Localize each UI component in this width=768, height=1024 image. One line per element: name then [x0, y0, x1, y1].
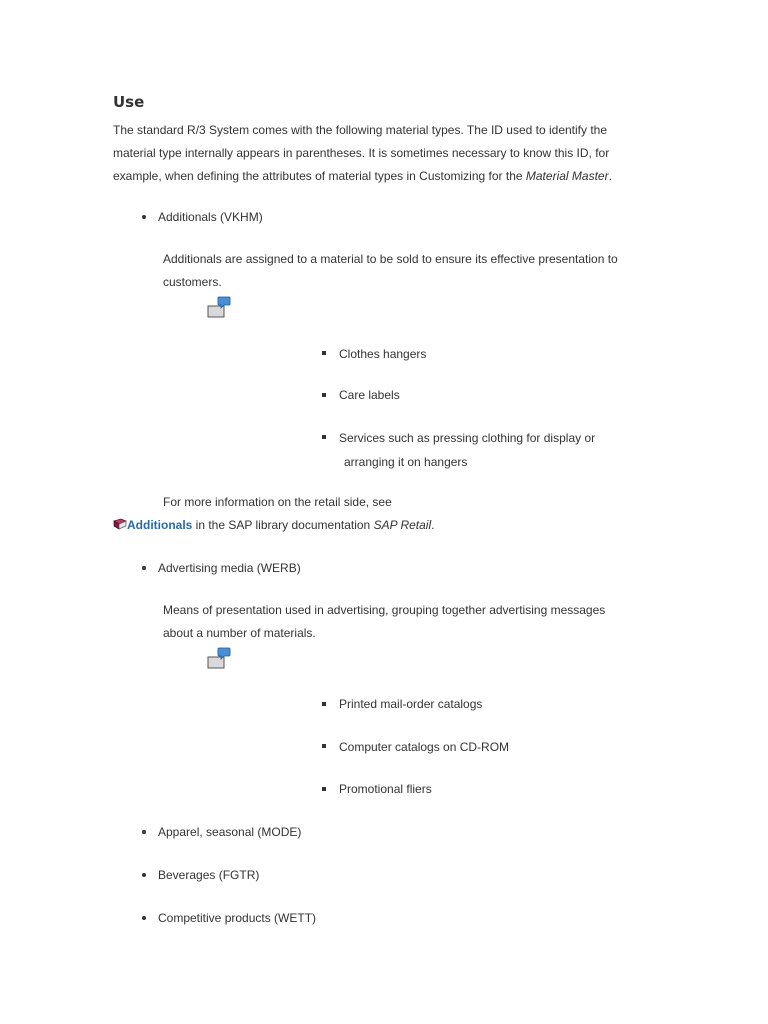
bullet-dot	[142, 830, 146, 834]
additionals-link-line	[113, 518, 435, 532]
material-master-term: Material Master	[525, 169, 609, 183]
bullet-square	[322, 435, 326, 439]
link-end: .	[431, 518, 435, 532]
bullet-dot	[142, 873, 146, 877]
material-type-competitive-products: Competitive products (WETT)	[158, 911, 317, 925]
bullet-dot	[142, 215, 146, 219]
additionals-desc-line-1: Additionals are assigned to a material to be sold to ensure its effective presentation to	[163, 252, 618, 266]
material-type-advertising-media: Advertising media (WERB)	[158, 561, 301, 575]
intro-line-2: material type internally appears in parentheses. It is sometimes necessary to know this ID, for	[113, 146, 610, 160]
bullet-dot	[142, 916, 146, 920]
book-icon	[113, 518, 127, 530]
example-clothes-hangers: Clothes hangers	[339, 347, 427, 361]
page-heading: Use	[113, 93, 145, 111]
material-type-beverages: Beverages (FGTR)	[158, 868, 260, 882]
example-care-labels: Care labels	[339, 388, 400, 402]
intro-line-3	[113, 165, 612, 188]
additionals-link[interactable]: Additionals	[127, 518, 193, 532]
example-cdrom-catalogs: Computer catalogs on CD-ROM	[339, 740, 510, 754]
bullet-square	[322, 393, 326, 397]
link-suffix: in the SAP library documentation	[192, 518, 374, 532]
advertising-desc-line-2: about a number of materials.	[163, 626, 316, 640]
more-info-text: For more information on the retail side, see	[163, 495, 392, 509]
additionals-desc-line-2: customers.	[163, 275, 222, 289]
example-icon	[207, 646, 231, 670]
example-services-cont: arranging it on hangers	[344, 455, 468, 469]
advertising-desc-line-1: Means of presentation used in advertising, grouping together advertising messages	[163, 603, 606, 617]
bullet-dot	[142, 566, 146, 570]
example-services: Services such as pressing clothing for display or	[339, 431, 596, 445]
material-type-additionals: Additionals (VKHM)	[158, 210, 263, 224]
example-icon	[207, 295, 231, 319]
example-promotional-fliers: Promotional fliers	[339, 782, 432, 796]
intro-line-3-suffix: .	[608, 169, 612, 183]
intro-line-1: The standard R/3 System comes with the following material types. The ID used to identify the	[113, 123, 608, 137]
bullet-square	[322, 744, 326, 748]
example-printed-catalogs: Printed mail-order catalogs	[339, 697, 483, 711]
bullet-square	[322, 702, 326, 706]
bullet-square	[322, 351, 326, 355]
sap-retail-doc: SAP Retail	[373, 518, 432, 532]
intro-line-3-prefix: example, when defining the attributes of material types in Customizing for the	[113, 169, 526, 183]
material-type-apparel: Apparel, seasonal (MODE)	[158, 825, 302, 839]
bullet-square	[322, 787, 326, 791]
